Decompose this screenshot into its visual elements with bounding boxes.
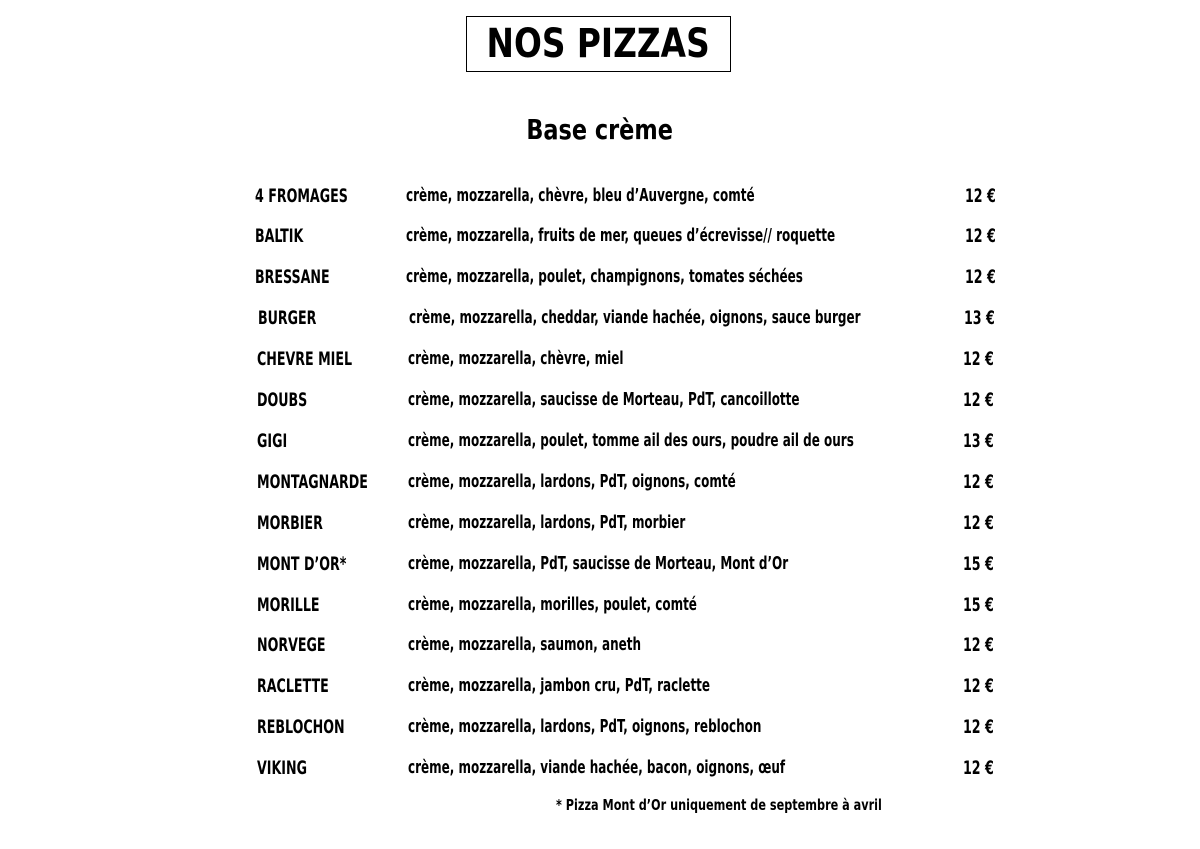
pizza-row bbox=[0, 221, 1200, 251]
pizza-name: REBLOCHON bbox=[257, 716, 345, 738]
pizza-price: 13 € bbox=[964, 307, 995, 329]
pizza-name: BALTIK bbox=[255, 225, 304, 247]
pizza-price: 12 € bbox=[963, 634, 994, 656]
pizza-price: 12 € bbox=[963, 471, 994, 493]
pizza-name: NORVEGE bbox=[257, 634, 326, 656]
pizza-price: 15 € bbox=[963, 553, 994, 575]
pizza-name: MORILLE bbox=[257, 594, 320, 616]
pizza-ingredients: crème, mozzarella, morilles, poulet, comté bbox=[408, 594, 697, 615]
pizza-name: CHEVRE MIEL bbox=[257, 348, 353, 370]
pizza-row bbox=[0, 630, 1200, 660]
pizza-ingredients: crème, mozzarella, cheddar, viande hachée, oignons, sauce burger bbox=[409, 307, 861, 328]
pizza-row bbox=[0, 181, 1200, 211]
pizza-price: 12 € bbox=[963, 348, 994, 370]
pizza-price: 12 € bbox=[963, 389, 994, 411]
pizza-ingredients: crème, mozzarella, saumon, aneth bbox=[408, 634, 642, 655]
pizza-price: 12 € bbox=[965, 266, 996, 288]
pizza-ingredients: crème, mozzarella, poulet, tomme ail des ours, poudre ail de ours bbox=[408, 430, 854, 451]
pizza-row bbox=[0, 262, 1200, 292]
menu-title: NOS PIZZAS bbox=[486, 21, 711, 67]
pizza-row bbox=[0, 385, 1200, 415]
pizza-ingredients: crème, mozzarella, fruits de mer, queues d’écrevisse// roquette bbox=[406, 225, 836, 246]
pizza-price: 13 € bbox=[963, 430, 994, 452]
pizza-row bbox=[0, 671, 1200, 701]
pizza-ingredients: crème, mozzarella, chèvre, miel bbox=[408, 348, 624, 369]
pizza-name: GIGI bbox=[257, 430, 288, 452]
pizza-name: DOUBS bbox=[257, 389, 308, 411]
pizza-price: 12 € bbox=[963, 512, 994, 534]
pizza-ingredients: crème, mozzarella, jambon cru, PdT, raclette bbox=[408, 675, 711, 696]
pizza-price: 12 € bbox=[965, 225, 996, 247]
pizza-price: 12 € bbox=[963, 757, 994, 779]
pizza-name: BRESSANE bbox=[255, 266, 330, 288]
pizza-price: 15 € bbox=[963, 594, 994, 616]
pizza-name: MONT D’OR* bbox=[257, 553, 347, 575]
pizza-row bbox=[0, 426, 1200, 456]
menu-title-box bbox=[466, 16, 731, 72]
pizza-name: BURGER bbox=[258, 307, 317, 329]
pizza-ingredients: crème, mozzarella, lardons, PdT, morbier bbox=[408, 512, 686, 533]
pizza-ingredients: crème, mozzarella, lardons, PdT, oignons, comté bbox=[408, 471, 736, 492]
pizza-row bbox=[0, 712, 1200, 742]
pizza-name: MONTAGNARDE bbox=[257, 471, 368, 493]
pizza-row bbox=[0, 508, 1200, 538]
pizza-row bbox=[0, 753, 1200, 783]
pizza-row bbox=[0, 590, 1200, 620]
pizza-price: 12 € bbox=[965, 185, 996, 207]
section-title-text: Base crème bbox=[526, 113, 674, 146]
pizza-price: 12 € bbox=[963, 675, 994, 697]
pizza-ingredients: crème, mozzarella, viande hachée, bacon, oignons, œuf bbox=[408, 757, 786, 778]
pizza-row bbox=[0, 467, 1200, 497]
footnote: * Pizza Mont d’Or uniquement de septembre à avril bbox=[556, 796, 882, 814]
section-title bbox=[0, 113, 1200, 147]
pizza-ingredients: crème, mozzarella, saucisse de Morteau, PdT, cancoillotte bbox=[408, 389, 800, 410]
pizza-price: 12 € bbox=[963, 716, 994, 738]
pizza-name: RACLETTE bbox=[257, 675, 329, 697]
pizza-ingredients: crème, mozzarella, lardons, PdT, oignons, reblochon bbox=[408, 716, 762, 737]
pizza-ingredients: crème, mozzarella, PdT, saucisse de Morteau, Mont d’Or bbox=[408, 553, 789, 574]
pizza-row bbox=[0, 344, 1200, 374]
pizza-row bbox=[0, 549, 1200, 579]
pizza-ingredients: crème, mozzarella, chèvre, bleu d’Auvergne, comté bbox=[406, 185, 755, 206]
pizza-name: VIKING bbox=[257, 757, 307, 779]
pizza-row bbox=[0, 303, 1200, 333]
pizza-name: 4 FROMAGES bbox=[255, 185, 348, 207]
pizza-ingredients: crème, mozzarella, poulet, champignons, tomates séchées bbox=[406, 266, 803, 287]
pizza-name: MORBIER bbox=[257, 512, 323, 534]
